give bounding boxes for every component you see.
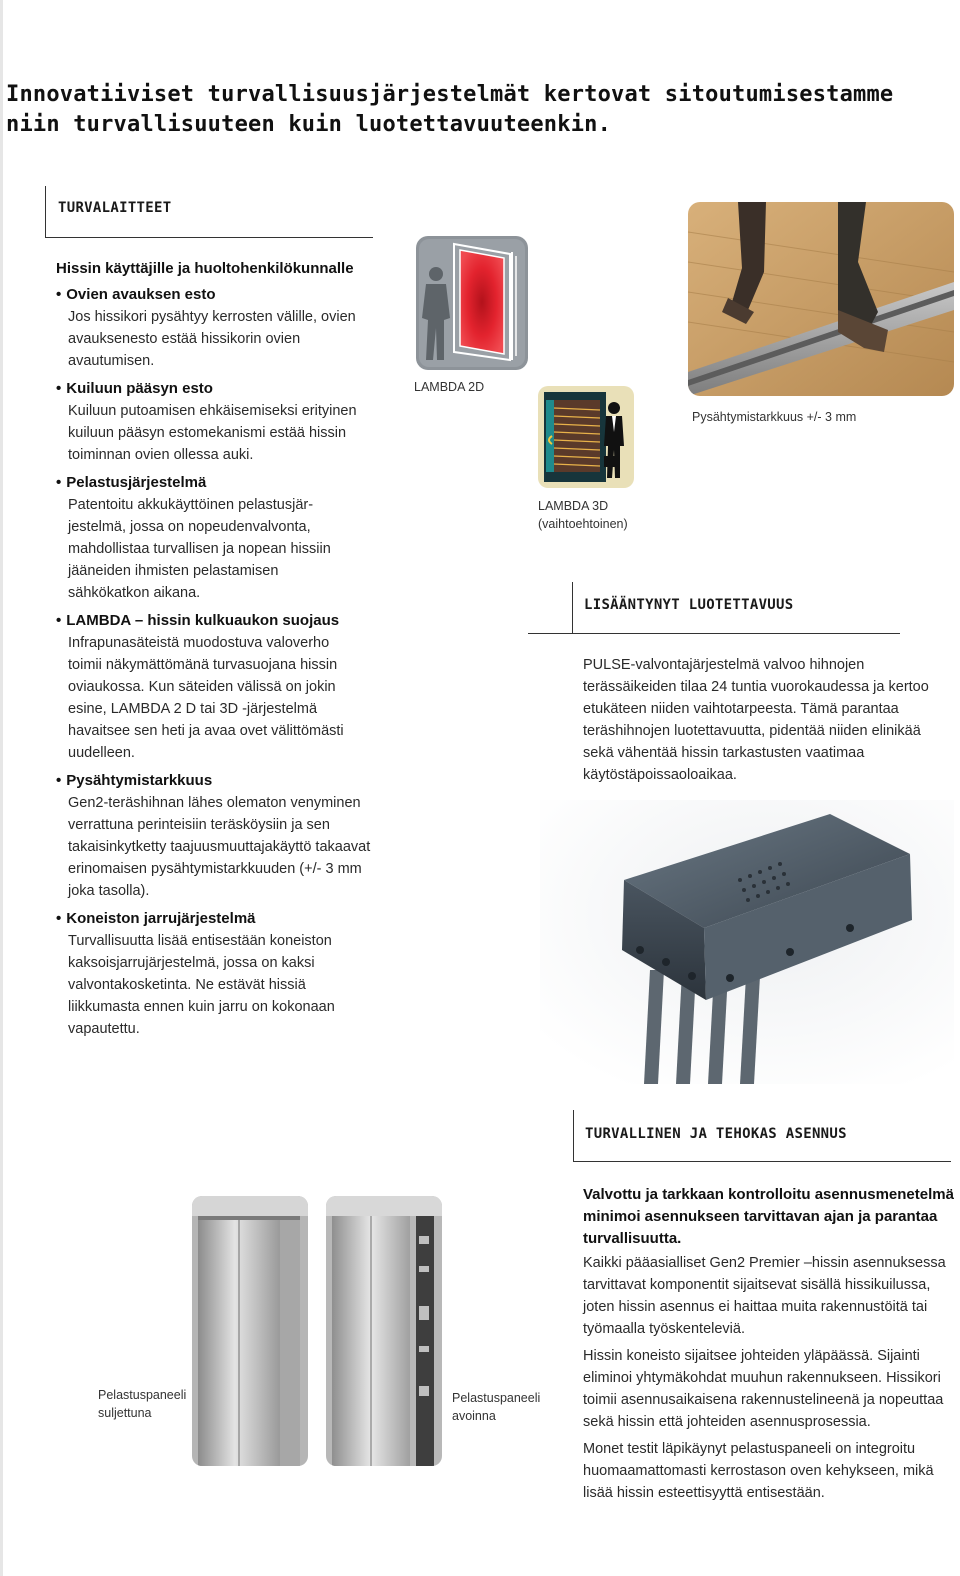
machine-photo [540,800,954,1084]
stop-accuracy-photo [688,202,954,396]
installation-paragraph-1: Kaikki pääasialliset Gen2 Premier –hissin asennuksessa tarvittavat komponentit sijaitsevat sisällä hissikuilussa, joten hissin asennus ei haittaa muita rakennustöitä tai työmaalla työskenteleviä. [583,1255,946,1337]
caption-panel-closed-line-1: Pelastuspaneeli [98,1388,187,1402]
installation-paragraph-3: Monet testit läpikäynyt pelastuspaneeli on integroitu huomaamattomasti kerrostason oven kehykseen, mikä lisää hissin esteettisyyttä entisestään. [583,1441,934,1501]
panel-open-graphic [326,1196,442,1466]
caption-panel-open [452,1389,540,1425]
caption-lambda-3d [538,497,628,533]
caption-lambda-2d: LAMBDA 2D [414,380,485,394]
safety-item-text: Infrapunasäteistä muodostuva valoverho toimii näkymättömänä turvasuojana hissin oviaukossa. Kun säteiden välissä on jokin esine, LAMBDA 2 D tai 3D -järjestelmä havaitsee sen heti ja avaa ovet välittömästi uudelleen. [68,635,344,761]
caption-panel-open-line-1: Pelastuspaneeli [452,1391,541,1405]
safety-item-text: Gen2-teräshihnan lähes olematon venyminen verrattuna perinteisiin teräsköysiin ja sen takaisinkytketty taajuusmuuttajakäyttö takaavat erinomaisen pysähtymistarkkuuden (+/- 3 mm joka tasolla). [68,795,371,899]
safety-item [56,908,376,1040]
lambda-2d-illustration [416,236,528,370]
safety-item-text: Kuiluun putoamisen ehkäisemiseksi erityinen kuiluun pääsyn estomekanismi estää hissin toiminnan ovien ollessa auki. [68,403,357,463]
safety-subtitle: Hissin käyttäjille ja huoltohenkilökunnalle [56,260,354,277]
safety-item-title: • LAMBDA – hissin kulkuaukon suojaus [56,610,376,632]
section-title-reliability: LISÄÄNTYNYT LUOTETTAVUUS [584,597,794,613]
stop-accuracy-graphic [688,202,954,396]
caption-panel-open-line-2: avoinna [452,1409,496,1423]
safety-item-text: Turvallisuutta lisää entisestään koneiston kaksoisjarrujärjestelmä, jossa on kaksi valvontakosketinta. Ne estävät hissiä liikkumasta ennen kuin jarru on kokonaan vapautettu. [68,933,335,1037]
section-divider-vertical [45,186,46,238]
panel-closed-graphic [192,1196,308,1466]
safety-features-list [56,258,376,1046]
installation-text [583,1184,955,1504]
lambda-2d-graphic [416,236,528,370]
safety-item-title: • Pysähtymistarkkuus [56,770,376,792]
section-title-turvalaitteet: TURVALAITTEET [58,200,172,216]
installation-divider-horizontal [573,1161,951,1162]
caption-stop-accuracy: Pysähtymistarkkuus +/- 3 mm [692,410,857,424]
safety-item [56,770,376,902]
installation-lead: Valvottu ja tarkkaan kontrolloitu asennusmenetelmä minimoi asennukseen tarvittavan ajan ja parantaa turvallisuutta. [583,1186,954,1247]
reliability-divider-vertical [572,582,573,634]
panel-closed-photo [192,1196,308,1466]
lambda-3d-illustration [538,386,634,488]
safety-item-title: • Kuiluun pääsyn esto [56,378,376,400]
safety-item [56,472,376,604]
machine-graphic [540,800,954,1084]
section-title-installation: TURVALLINEN JA TEHOKAS ASENNUS [585,1126,847,1142]
safety-item-title: • Pelastusjärjestelmä [56,472,376,494]
page-headline [6,80,946,140]
panel-open-photo [326,1196,442,1466]
installation-paragraph-2: Hissin koneisto sijaitsee johteiden yläpäässä. Sijainti eliminoi yhtymäkohdat muuhun rakennukseen. Hissikori toimii asennusaikaisena rakennustelineenä ja nopeuttaa sekä hissin että johteiden asennusprosessia. [583,1348,944,1430]
safety-item [56,610,376,764]
page-edge [0,0,3,1576]
reliability-divider-horizontal [528,633,900,634]
safety-item-title: • Koneiston jarrujärjestelmä [56,908,376,930]
safety-item [56,378,376,466]
safety-item-text: Jos hissikori pysähtyy kerrosten välille, ovien avauksenesto estää hissikorin ovien avautumisen. [68,309,356,369]
lambda-3d-graphic [538,386,634,488]
section-divider-horizontal [45,237,373,238]
safety-item [56,284,376,372]
headline-line-1: Innovatiiviset turvallisuusjärjestelmät kertovat sitoutumisestamme [6,82,894,107]
caption-lambda-3d-line-2: (vaihtoehtoinen) [538,517,628,531]
installation-divider-vertical [573,1110,574,1162]
caption-lambda-3d-line-1: LAMBDA 3D [538,499,609,513]
reliability-text: PULSE-valvontajärjestelmä valvoo hihnojen terässäikeiden tilaa 24 tuntia vuorokaudessa ja kertoo etukäteen niiden vaihtotarpeesta. Tämä parantaa teräshihnojen luotettavuutta, pidentää niiden elinikää sekä vähentää hissin tarkastusten vaatimaa käytöstäpoissaoloaikaa. [583,657,929,783]
caption-panel-closed-line-2: suljettuna [98,1406,152,1420]
safety-item-title: • Ovien avauksen esto [56,284,376,306]
safety-item-text: Patentoitu akkukäyttöinen pelastusjär-jestelmä, jossa on nopeudenvalvonta, mahdollistaa turvallisen ja nopean hissiin jääneiden ihmisten pelastamisen sähkökatkon aikana. [68,497,331,601]
headline-line-2: niin turvallisuuteen kuin luotettavuuteenkin. [6,112,612,137]
caption-panel-closed [98,1386,186,1422]
